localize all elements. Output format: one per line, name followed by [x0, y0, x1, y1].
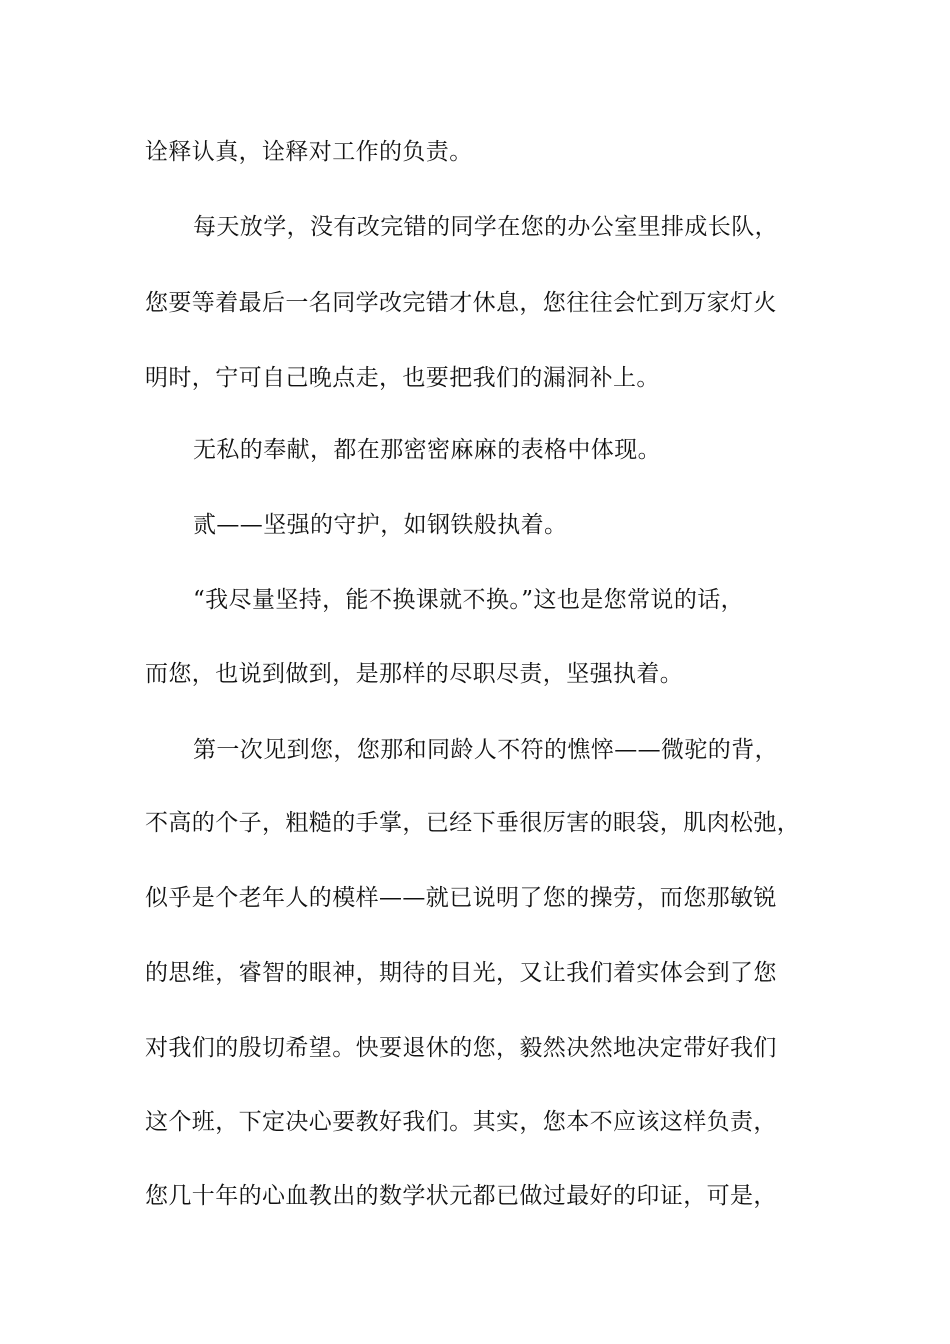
text-line-1: 诠释认真，诠释对工作的负责。 [145, 139, 473, 165]
text-line-15: 您几十年的心血教出的数学状元都已做过最好的印证，可是， [145, 1183, 777, 1209]
text-line-5: 无私的奉献，都在那密密麻麻的表格中体现。 [193, 437, 661, 463]
text-line-10: 不高的个子，粗糙的手掌，已经下垂很厉害的眼袋，肌肉松弛， [145, 810, 801, 836]
text-line-6: 贰——坚强的守护，如钢铁般执着。 [193, 512, 568, 538]
text-line-8: 而您，也说到做到，是那样的尽职尽责，坚强执着。 [145, 661, 684, 687]
text-line-7: “我尽量坚持，能不换课就不换。”这也是您常说的话， [193, 587, 745, 613]
text-line-9: 第一次见到您，您那和同龄人不符的憔悴——微驼的背， [193, 737, 778, 763]
text-line-4: 明时，宁可自己晚点走，也要把我们的漏洞补上。 [145, 365, 660, 391]
text-line-3: 您要等着最后一名同学改完错才休息，您往往会忙到万家灯火 [145, 290, 777, 316]
text-line-14: 这个班，下定决心要教好我们。其实，您本不应该这样负责， [145, 1109, 777, 1135]
text-line-13: 对我们的殷切希望。快要退休的您，毅然决然地决定带好我们 [145, 1035, 777, 1061]
text-line-12: 的思维，睿智的眼神，期待的目光，又让我们着实体会到了您 [145, 960, 777, 986]
text-line-2: 每天放学，没有改完错的同学在您的办公室里排成长队， [193, 214, 778, 240]
text-line-11: 似乎是个老年人的模样——就已说明了您的操劳，而您那敏锐 [145, 885, 777, 911]
